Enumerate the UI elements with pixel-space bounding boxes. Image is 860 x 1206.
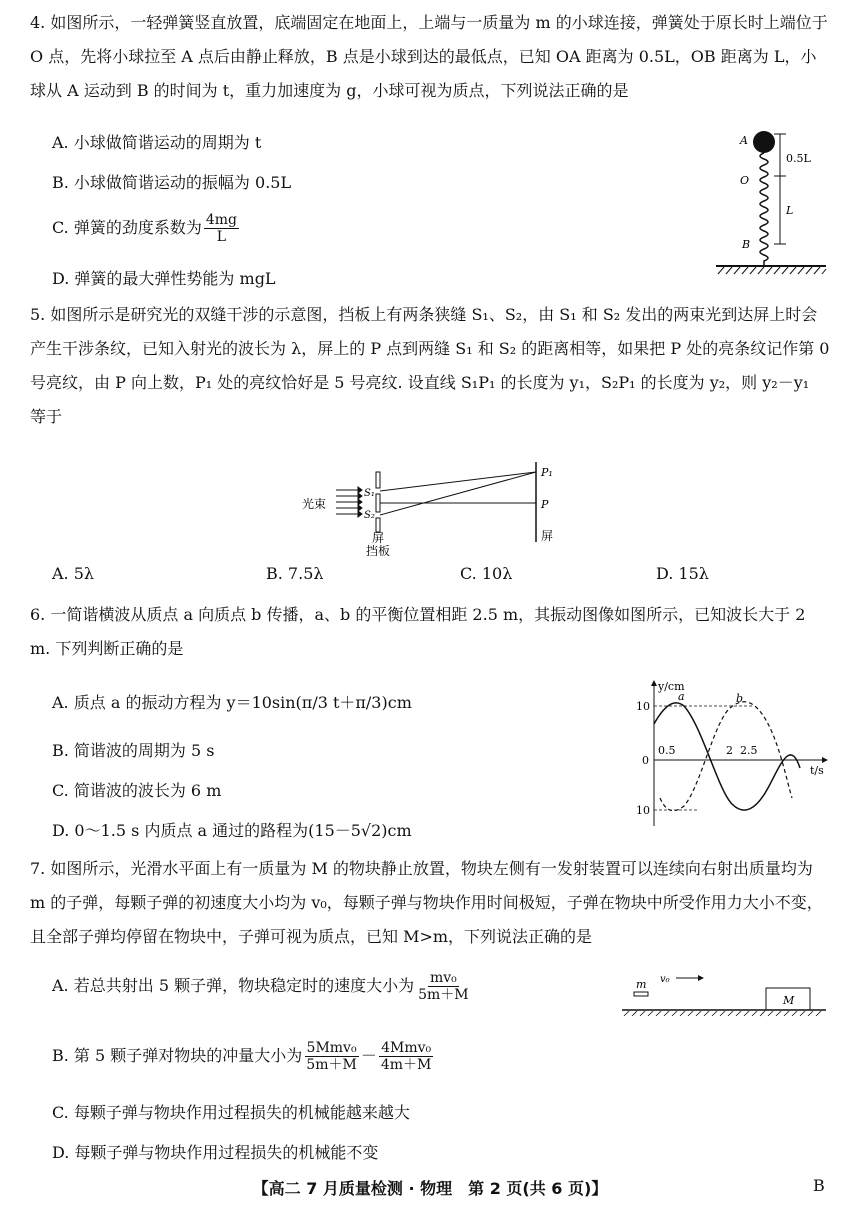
label-L: L [786, 204, 794, 217]
label-s2: S₂ [364, 510, 375, 521]
q7-a-denominator: 5m＋M [418, 987, 469, 1003]
spring-diagram [712, 126, 832, 276]
label-m: m [636, 978, 647, 991]
q6-option-c: C. 简谐波的波长为 6 m [52, 781, 222, 800]
label-p1: P₁ [541, 466, 553, 479]
tick-10: 10 [636, 700, 650, 713]
tick-0: 0 [642, 754, 649, 767]
q7-option-b [52, 1040, 435, 1073]
label-a: a [678, 690, 685, 703]
q6-stem: 6. 一简谐横波从质点 a 向质点 b 传播，a、b 的平衡位置相距 2.5 m，其振动图像如图所示，已知波长大于 2 m. 下列判断正确的是 [30, 605, 806, 658]
q4-option-c-text: C. 弹簧的劲度系数为 [52, 218, 202, 237]
q4-stem: 4. 如图所示，一轻弹簧竖直放置，底端固定在地面上，上端与一质量为 m 的小球连接，弹簧处于原长时上端位于 O 点，先将小球拉至 A 点后由静止释放，B 点是小球到达的最低点，已知 OA 距离为 0.5L，OB 距离为 L，小球从 A 运动到 B 的时间为 t，重力加速度为 g，小球可视为质点，下列说法正确的是 [30, 13, 828, 100]
slit-plate-3 [376, 518, 380, 532]
q5-option-c: C. 10λ [460, 564, 513, 583]
slit-plate-1 [376, 472, 380, 488]
q4-option-a: A. 小球做简谐运动的周期为 t [52, 133, 262, 152]
ray-s1-p1 [380, 472, 536, 491]
ray-s2-p1 [380, 472, 536, 515]
q4-option-b: B. 小球做简谐运动的振幅为 0.5L [52, 173, 292, 192]
q7-option-b-fraction-1 [304, 1040, 359, 1073]
q7-stem: 7. 如图所示，光滑水平面上有一质量为 M 的物块静止放置，物块左侧有一发射装置可以连续向右射出质量均为 m 的子弹，每颗子弹的初速度大小均为 v₀，每颗子弹与物块作用时间极短，子弹在物块中所受作用力大小不变，且全部子弹均停留在物块中，子弹可视为质点，已知 M>m，下列说法正确的是 [30, 859, 823, 946]
label-baffle: 挡板 [366, 544, 391, 556]
label-M: M [783, 994, 795, 1007]
label-B: B [742, 238, 751, 251]
label-05L: 0.5L [786, 152, 811, 165]
label-b: b [736, 692, 744, 705]
paper-version-mark: B [813, 1176, 825, 1195]
y-axis-label: y/cm [658, 680, 685, 693]
q7-option-a [52, 970, 473, 1003]
q7-option-a-fraction [416, 970, 471, 1003]
q7-a-numerator: mv₀ [429, 970, 457, 986]
q7-option-d: D. 每颗子弹与物块作用过程损失的机械能不变 [52, 1143, 379, 1162]
tick-2.5: 2.5 [740, 744, 758, 757]
q4-option-d: D. 弹簧的最大弹性势能为 mgL [52, 269, 276, 288]
double-slit-diagram [300, 460, 570, 556]
ball [753, 131, 775, 153]
label-O: O [740, 174, 750, 187]
label-v0: v₀ [660, 974, 670, 985]
floor-hatch [624, 1011, 821, 1016]
q7-b-numerator-2: 4Mmv₀ [381, 1040, 432, 1056]
bullet [634, 992, 648, 996]
label-s1: S₁ [364, 488, 375, 499]
q5-option-a: A. 5λ [52, 564, 95, 583]
q7-b-denominator-2: 4m＋M [380, 1057, 432, 1073]
label-screen-right: 屏 [541, 529, 554, 543]
q5-option-d: D. 15λ [656, 564, 709, 583]
q4-option-c-fraction [204, 212, 239, 245]
label-beam: 光束 [302, 497, 327, 511]
t-axis-label: t/s [810, 764, 824, 777]
ground-hatch [718, 267, 826, 274]
tick-0.5: 0.5 [658, 744, 676, 757]
label-A: A [740, 134, 748, 147]
q6-option-b: B. 简谐波的周期为 5 s [52, 741, 215, 760]
q6-option-d: D. 0～1.5 s 内质点 a 通过的路程为(15－5√2)cm [52, 821, 412, 840]
q7-b-numerator-1: 5Mmv₀ [306, 1040, 357, 1056]
q7-option-b-fraction-2 [379, 1040, 434, 1073]
slit-plate-2 [376, 494, 380, 512]
page-footer: 【高二 7 月质量检测 · 物理 第 2 页(共 6 页)】 [252, 1179, 608, 1198]
q5-option-b: B. 7.5λ [266, 564, 324, 583]
q7-b-minus: － [360, 1046, 377, 1065]
q6-option-a: A. 质点 a 的振动方程为 y＝10sin(π/3 t＋π/3)cm [52, 693, 412, 712]
label-screen-left: 屏 [372, 531, 385, 545]
beam-arrows [336, 487, 362, 517]
tick-neg10: 10 [636, 804, 650, 817]
bullet-block-diagram [620, 970, 830, 1020]
q7-b-denominator-1: 5m＋M [306, 1057, 357, 1073]
q7-option-c: C. 每颗子弹与物块作用过程损失的机械能越来越大 [52, 1103, 410, 1122]
tick-2: 2 [726, 744, 733, 757]
spring-coil [760, 153, 768, 266]
q4-option-c [52, 212, 241, 245]
q4-c-denominator: L [216, 229, 227, 245]
q7-option-a-text: A. 若总共射出 5 颗子弹，物块稳定时的速度大小为 [52, 976, 415, 995]
label-p: P [541, 498, 549, 511]
q4-c-numerator: 4mg [205, 212, 238, 228]
vibration-graph [630, 678, 830, 830]
q7-option-b-text: B. 第 5 颗子弹对物块的冲量大小为 [52, 1046, 303, 1065]
q5-stem: 5. 如图所示是研究光的双缝干涉的示意图，挡板上有两条狭缝 S₁、S₂，由 S₁ 和 S₂ 发出的两束光到达屏上时会产生干涉条纹，已知入射光的波长为 λ，屏上的 P 点到两缝 S₁ 和 S₂ 的距离相等，如果把 P 处的亮条纹记作第 0 号亮纹，由 P 向上数，P₁ 处的亮纹恰好是 5 号亮纹. 设直线 S₁P₁ 的长度为 y₁，S₂P₁ 的长度为 y₂，则 y₂－y₁ 等于 [30, 305, 830, 426]
